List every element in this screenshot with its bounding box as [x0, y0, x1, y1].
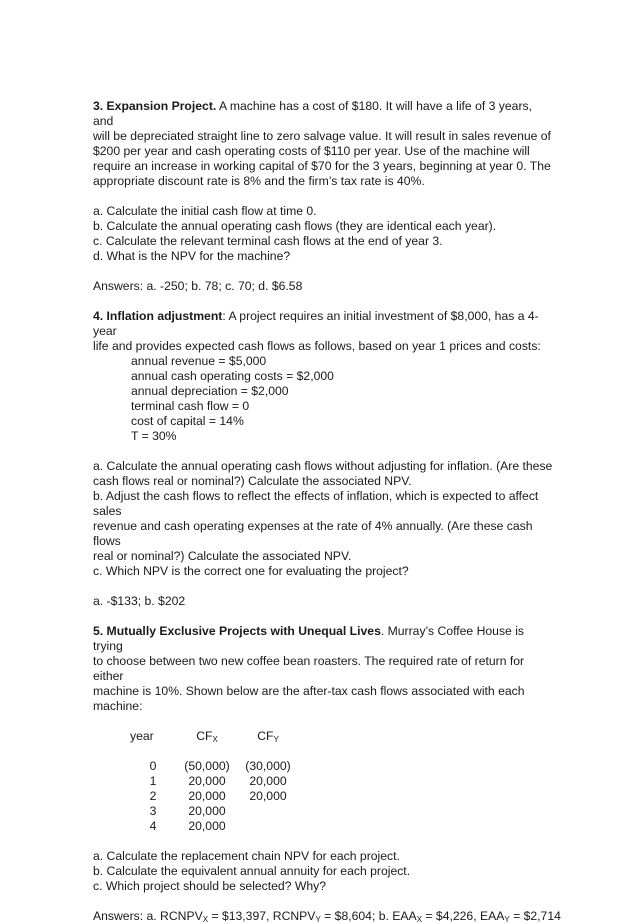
- problem4-question-line: real or nominal?) Calculate the associated NPV.: [93, 549, 352, 563]
- table-row: 4 20,000: [149, 819, 226, 833]
- table-row: 1 20,000 20,000: [149, 774, 287, 788]
- param-tax-rate: T = 30%: [131, 429, 177, 443]
- problem3-question-a: a. Calculate the initial cash flow at time 0.: [93, 204, 317, 218]
- cash-flow-table: [93, 729, 553, 834]
- problem5-line-4: machine:: [93, 699, 143, 713]
- problem3-line-1: 3. Expansion Project. A machine has a cost of $180. It will have a life of 3 years, and: [93, 99, 532, 128]
- problem3-title: 3. Expansion Project.: [93, 99, 217, 113]
- table-header: [130, 729, 553, 744]
- problem5-answers: Answers: a. $RCNPV_X$ = $13,397, $RCNPV_Y$ = $8,604; b. $EAA_X$ = $4,226, $EAA_Y$ = $2,714: [93, 909, 561, 924]
- table-row: 0 (50,000) (30,000): [149, 759, 291, 773]
- problem4-question-line: b. Adjust the cash flows to reflect the effects of inflation, which is expected to affect sales: [93, 489, 539, 518]
- problem4-question-line: c. Which NPV is the correct one for evaluating the project?: [93, 564, 409, 578]
- problem3-question-d: d. What is the NPV for the machine?: [93, 249, 291, 263]
- problem5-line-3: machine is 10%. Shown below are the after-tax cash flows associated with each: [93, 684, 525, 698]
- param-cost-of-capital: cost of capital = 14%: [131, 414, 244, 428]
- problem3-line-4: require an increase in working capital of $70 for the 3 years, beginning at year 0. The: [93, 159, 551, 173]
- param-terminal-cash-flow: terminal cash flow = 0: [131, 399, 250, 413]
- problem3-line-2: will be depreciated straight line to zero salvage value. It will result in sales revenue of: [93, 129, 551, 143]
- problem3-question-c: c. Calculate the relevant terminal cash flows at the end of year 3.: [93, 234, 443, 248]
- problem3-line-5: appropriate discount rate is 8% and the firm’s tax rate is 40%.: [93, 174, 425, 188]
- problem4-line-1: 4. Inflation adjustment: A project requires an initial investment of $8,000, has a 4-year: [93, 309, 539, 338]
- header-cfy: $CF_Y$: [257, 729, 279, 744]
- problem5-line-1: 5. Mutually Exclusive Projects with Unequal Lives. Murray’s Coffee House is trying: [93, 624, 525, 653]
- param-depreciation: annual depreciation = $2,000: [131, 384, 289, 398]
- problem5-question-c: c. Which project should be selected? Why?: [93, 879, 327, 893]
- problem5-question-a: a. Calculate the replacement chain NPV for each project.: [93, 849, 400, 863]
- problem4-title: 4. Inflation adjustment: [93, 309, 223, 323]
- problem4-line-2: life and provides expected cash flows as follows, based on year 1 prices and costs:: [93, 339, 541, 353]
- table-row: 2 20,000 20,000: [149, 789, 287, 803]
- header-year: year: [130, 729, 154, 743]
- problem3-line-3: $200 per year and cash operating costs of $110 per year. Use of the machine will: [93, 144, 530, 158]
- problem4-question-line: cash flows real or nominal?) Calculate the associated NPV.: [93, 474, 412, 488]
- problem4-question-line: revenue and cash operating expenses at the rate of 4% annually. (Are these cash flows: [93, 519, 533, 548]
- header-cfx: $CF_X$: [196, 729, 218, 744]
- problem5-title: 5. Mutually Exclusive Projects with Unequal Lives: [93, 624, 381, 638]
- problem4-answers: a. -$133; b. $202: [93, 594, 186, 608]
- document-page: [93, 99, 561, 924]
- problem4-question-line: a. Calculate the annual operating cash flows without adjusting for inflation. (Are these: [93, 459, 553, 473]
- problem3-answers: Answers: a. -250; b. 78; c. 70; d. $6.58: [93, 279, 303, 293]
- problem5-question-b: b. Calculate the equivalent annual annuity for each project.: [93, 864, 411, 878]
- problem4-params: [93, 354, 553, 444]
- problem5-line-2: to choose between two new coffee bean roasters. The required rate of return for either: [93, 654, 525, 683]
- param-revenue: annual revenue = $5,000: [131, 354, 267, 368]
- table-row: 3 20,000: [149, 804, 226, 818]
- param-operating-costs: annual cash operating costs = $2,000: [131, 369, 334, 383]
- problem3-question-b: b. Calculate the annual operating cash flows (they are identical each year).: [93, 219, 497, 233]
